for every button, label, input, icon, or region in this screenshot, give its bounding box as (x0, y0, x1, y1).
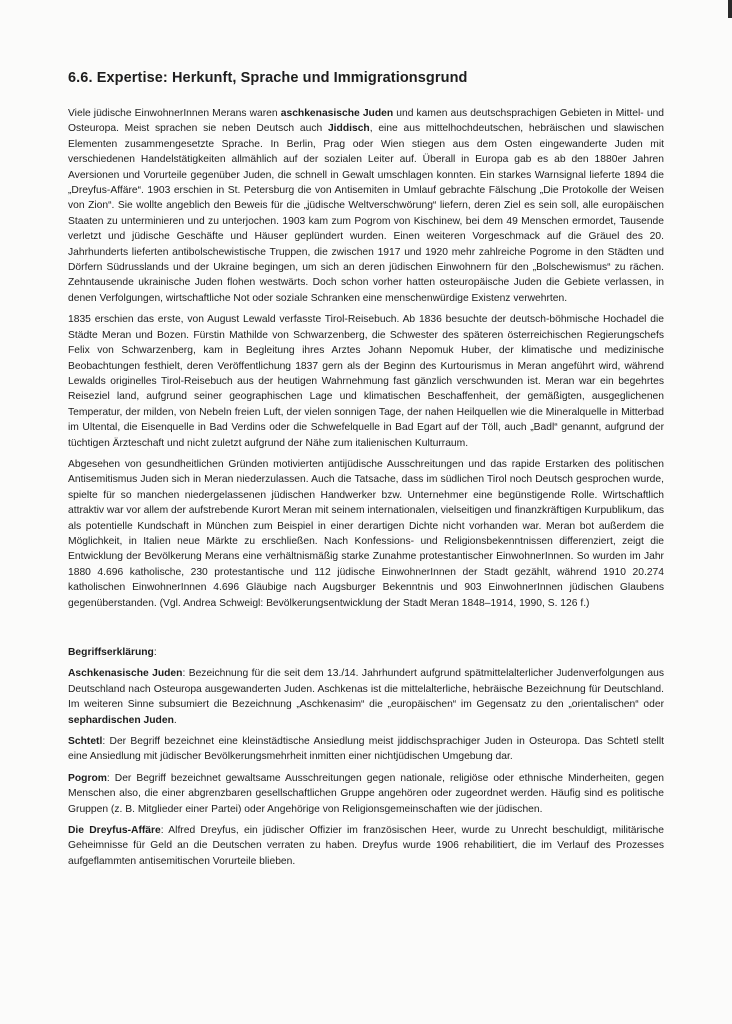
glossary-entry-aschkenasische (68, 666, 664, 728)
p1-text-d: , eine aus mittelhochdeutschen, hebräischen und slawischen Elementen zusammengesetzte Sprache. In Berlin, Prag oder Wien stiegen aus dem Osten eingewanderte Juden mit verschiedenen Handelstätigkeiten allmählich auf der sozialen Leiter auf. Überall in Europa gab es ab den 1880er Jahren Aversionen und Vorurteile gegenüber Juden, die schnell in Gewalt umschlagen konnten. Ein starkes Warnsignal lieferte 1894 die „Dreyfus-Affäre“. 1903 erschien in St. Petersburg die von Antisemiten in Umlauf gebrachte Fälschung „Die Protokolle der Weisen von Zion“. Sie wollte angeblich den Beweis für die „jüdische Weltverschwörung“ liefern, deren Ziel es sein soll, alle europäischen Staaten zu unterminieren und zu unterjochen. 1903 kam zum Pogrom von Kischinew, bei dem 49 Menschen ermordet, Tausende verletzt und jüdische Geschäfte und Häuser geplündert wurden. Einen weiteren Vorgeschmack auf die Gräuel des 20. Jahrhunderts lieferten antibolschewistische Truppen, die zwischen 1917 und 1920 mehr zahlreiche Pogrome in den Städten und Dörfern Südrusslands und der Ukraine begingen, um sich an deren jüdischen Einwohnern für den „Bolschewismus“ zu rächen. Zehntausende ukrainische Juden flohen westwärts. Doch schon vorher hatten osteuropäische Juden die Gebiete verlassen, in denen Verfolgungen, wirtschaftliche Not oder soziale Schranken eine menschenwürdige Existenz verwehrten. (68, 123, 664, 304)
glossary-text-schtetl: : Der Begriff bezeichnet eine kleinstädtische Ansiedlung meist jiddischsprachiger Juden in Osteuropa. Das Schtetl stellt eine Ansiedlung mit jüdischer Bevölkerungsmehrheit inmitten einer nichtjüdischen Umgebung dar. (68, 736, 664, 763)
p1-text-a: Viele jüdische EinwohnerInnen Merans waren (68, 108, 281, 119)
paragraph-origin (68, 106, 664, 306)
term-aschkenasische-juden: aschkenasische Juden (280, 108, 394, 119)
glossary-end-aschkenasische: . (173, 714, 177, 726)
glossary-title-colon: : (153, 647, 157, 658)
p1-text-c: und kamen aus deutschsprachigen Gebieten in Mittel- und Osteuropa. Meist sprachen sie neben Deutsch auch (68, 108, 664, 135)
document-body (68, 106, 664, 875)
glossary-term-aschkenasische: Aschkenasische Juden (68, 668, 183, 680)
glossary-title-text: Begriffserklärung (68, 647, 154, 658)
glossary-text-aschkenasische: : Bezeichnung für die seit dem 13./14. Jahrhundert aufgrund spätmittelalterlicher Judenverfolgungen aus Deutschland nach Osteuropa ausgewanderten Juden. Aschkenas ist die mittelalterliche, hebräische Bezeichnung für Deutschland. Im weiteren Sinne subsumiert die Bezeichnung „Aschkenasim“ die „europäischen“ im Gegensatz zu den „orientalischen“ oder (68, 668, 665, 711)
glossary-entry-dreyfus (68, 823, 664, 869)
glossary-entry-pogrom (68, 771, 664, 817)
glossary-term-schtetl: Schtetl (68, 736, 103, 748)
glossary-term-pogrom: Pogrom (68, 772, 107, 784)
glossary-term-dreyfus: Die Dreyfus-Affäre (68, 825, 161, 837)
paragraph-tourism: 1835 erschien das erste, von August Lewald verfasste Tirol-Reisebuch. Ab 1836 besuchte der deutsch-böhmische Hochadel die Städte Meran und Bozen. Fürstin Mathilde von Schwarzenberg, die Schwester des späteren österreichischen Regierungschefs Felix von Schwarzenberg, kam in Begleitung ihres Arztes Johann Nepomuk Huber, der klimatische und medizinische Beobachtungen festhielt, deren Veröffentlichung 1837 gern als der Beginn des Kurtourismus in Meran angeführt wird, während Lewalds originelles Tirol-Reisebuch aus der heutigen Wahrnehmung fast gänzlich verschwunden ist. Meran war ein begehrtes Reiseziel land, aufgrund seiner geographischen Lage und klimatischen Beschaffenheit, der gemäßigten, ausgeglichenen Temperatur, der milden, von Nebeln freien Luft, der vielen sonnigen Tage, der nahen Heilquellen wie die Mineralquelle in Mitterbad im Ultental, die Eisenquelle in Bad Verdins oder die Schwefelquelle in Bad Egart auf der Töll, auch „Badl“ genannt, aufgrund der tüchtigen Ärzteschaft und nicht zuletzt aufgrund der Nähe zum italienischen Kulturraum. (68, 314, 664, 449)
glossary-term-sephardisch: sephardischen Juden (68, 714, 174, 726)
glossary-text-dreyfus: : Alfred Dreyfus, ein jüdischer Offizier im französischen Heer, wurde zu Unrecht beschuldigt, militärische Geheimnisse für Geld an die Deutschen verraten zu haben. Dreyfus wurde 1906 rehabilitiert, die im Verlauf des Prozesses aufgeflammten antisemitischen Vorurteile blieben. (68, 825, 664, 867)
scan-edge-mark (728, 0, 732, 18)
glossary-title (68, 645, 664, 660)
term-jiddisch: Jiddisch (327, 123, 370, 135)
section-heading: 6.6. Expertise: Herkunft, Sprache und Immigrationsgrund (68, 70, 468, 86)
glossary-text-pogrom: : Der Begriff bezeichnet gewaltsame Ausschreitungen gegen nationale, religiöse oder ethnische Minderheiten, gegen Menschen also, die einer abgrenzbaren gesellschaftlichen Gruppe angehören oder zugeordnet werden. Häufig sind es politische Gruppen (z. B. Mitglieder einer Partei) oder Angehörige von Religionsgemeinschaften wie der jüdischen. (68, 772, 664, 815)
paragraph-immigration: Abgesehen von gesundheitlichen Gründen motivierten antijüdische Ausschreitungen und das rapide Erstarken des politischen Antisemitismus Juden sich in Meran niederzulassen. Auch die Tatsache, dass im südlichen Tirol noch Deutsch gesprochen wurde, spielte für so manchen niedergelassenen jüdischen Handwerker bzw. Unternehmer eine begünstigende Rolle. Wirtschaftlich attraktiv war vor allem der aufstrebende Kurort Meran mit seinem internationalen, vielseitigen und finanzkräftigen Kurpublikum, das als potentielle Kundschaft in München zum Beispiel in einer derartigen Dichte nicht vorhanden war. Meran bot außerdem die Möglichkeit, in Italien neue Märkte zu erschließen. Nach Konfessions- und Religionsbekenntnissen differenziert, zeigt die Entwicklung der Bevölkerung Merans eine verhältnismäßig starke Zunahme protestantischer EinwohnerInnen. So wurden im Jahr 1880 4.696 katholische, 230 protestantische und 112 jüdische EinwohnerInnen der Stadt gezählt, während 1910 20.274 katholischen EinwohnerInnen 4.696 Gläubige nach Augsburger Bekenntnis und 903 EinwohnerInnen jüdischen Glaubens gegenüberstanden. (Vgl. Andrea Schweigl: Bevölkerungsentwicklung der Stadt Meran 1848–1914, 1990, S. 126 f.) (68, 458, 664, 609)
glossary-entry-schtetl (68, 734, 664, 765)
section-gap (68, 617, 664, 645)
